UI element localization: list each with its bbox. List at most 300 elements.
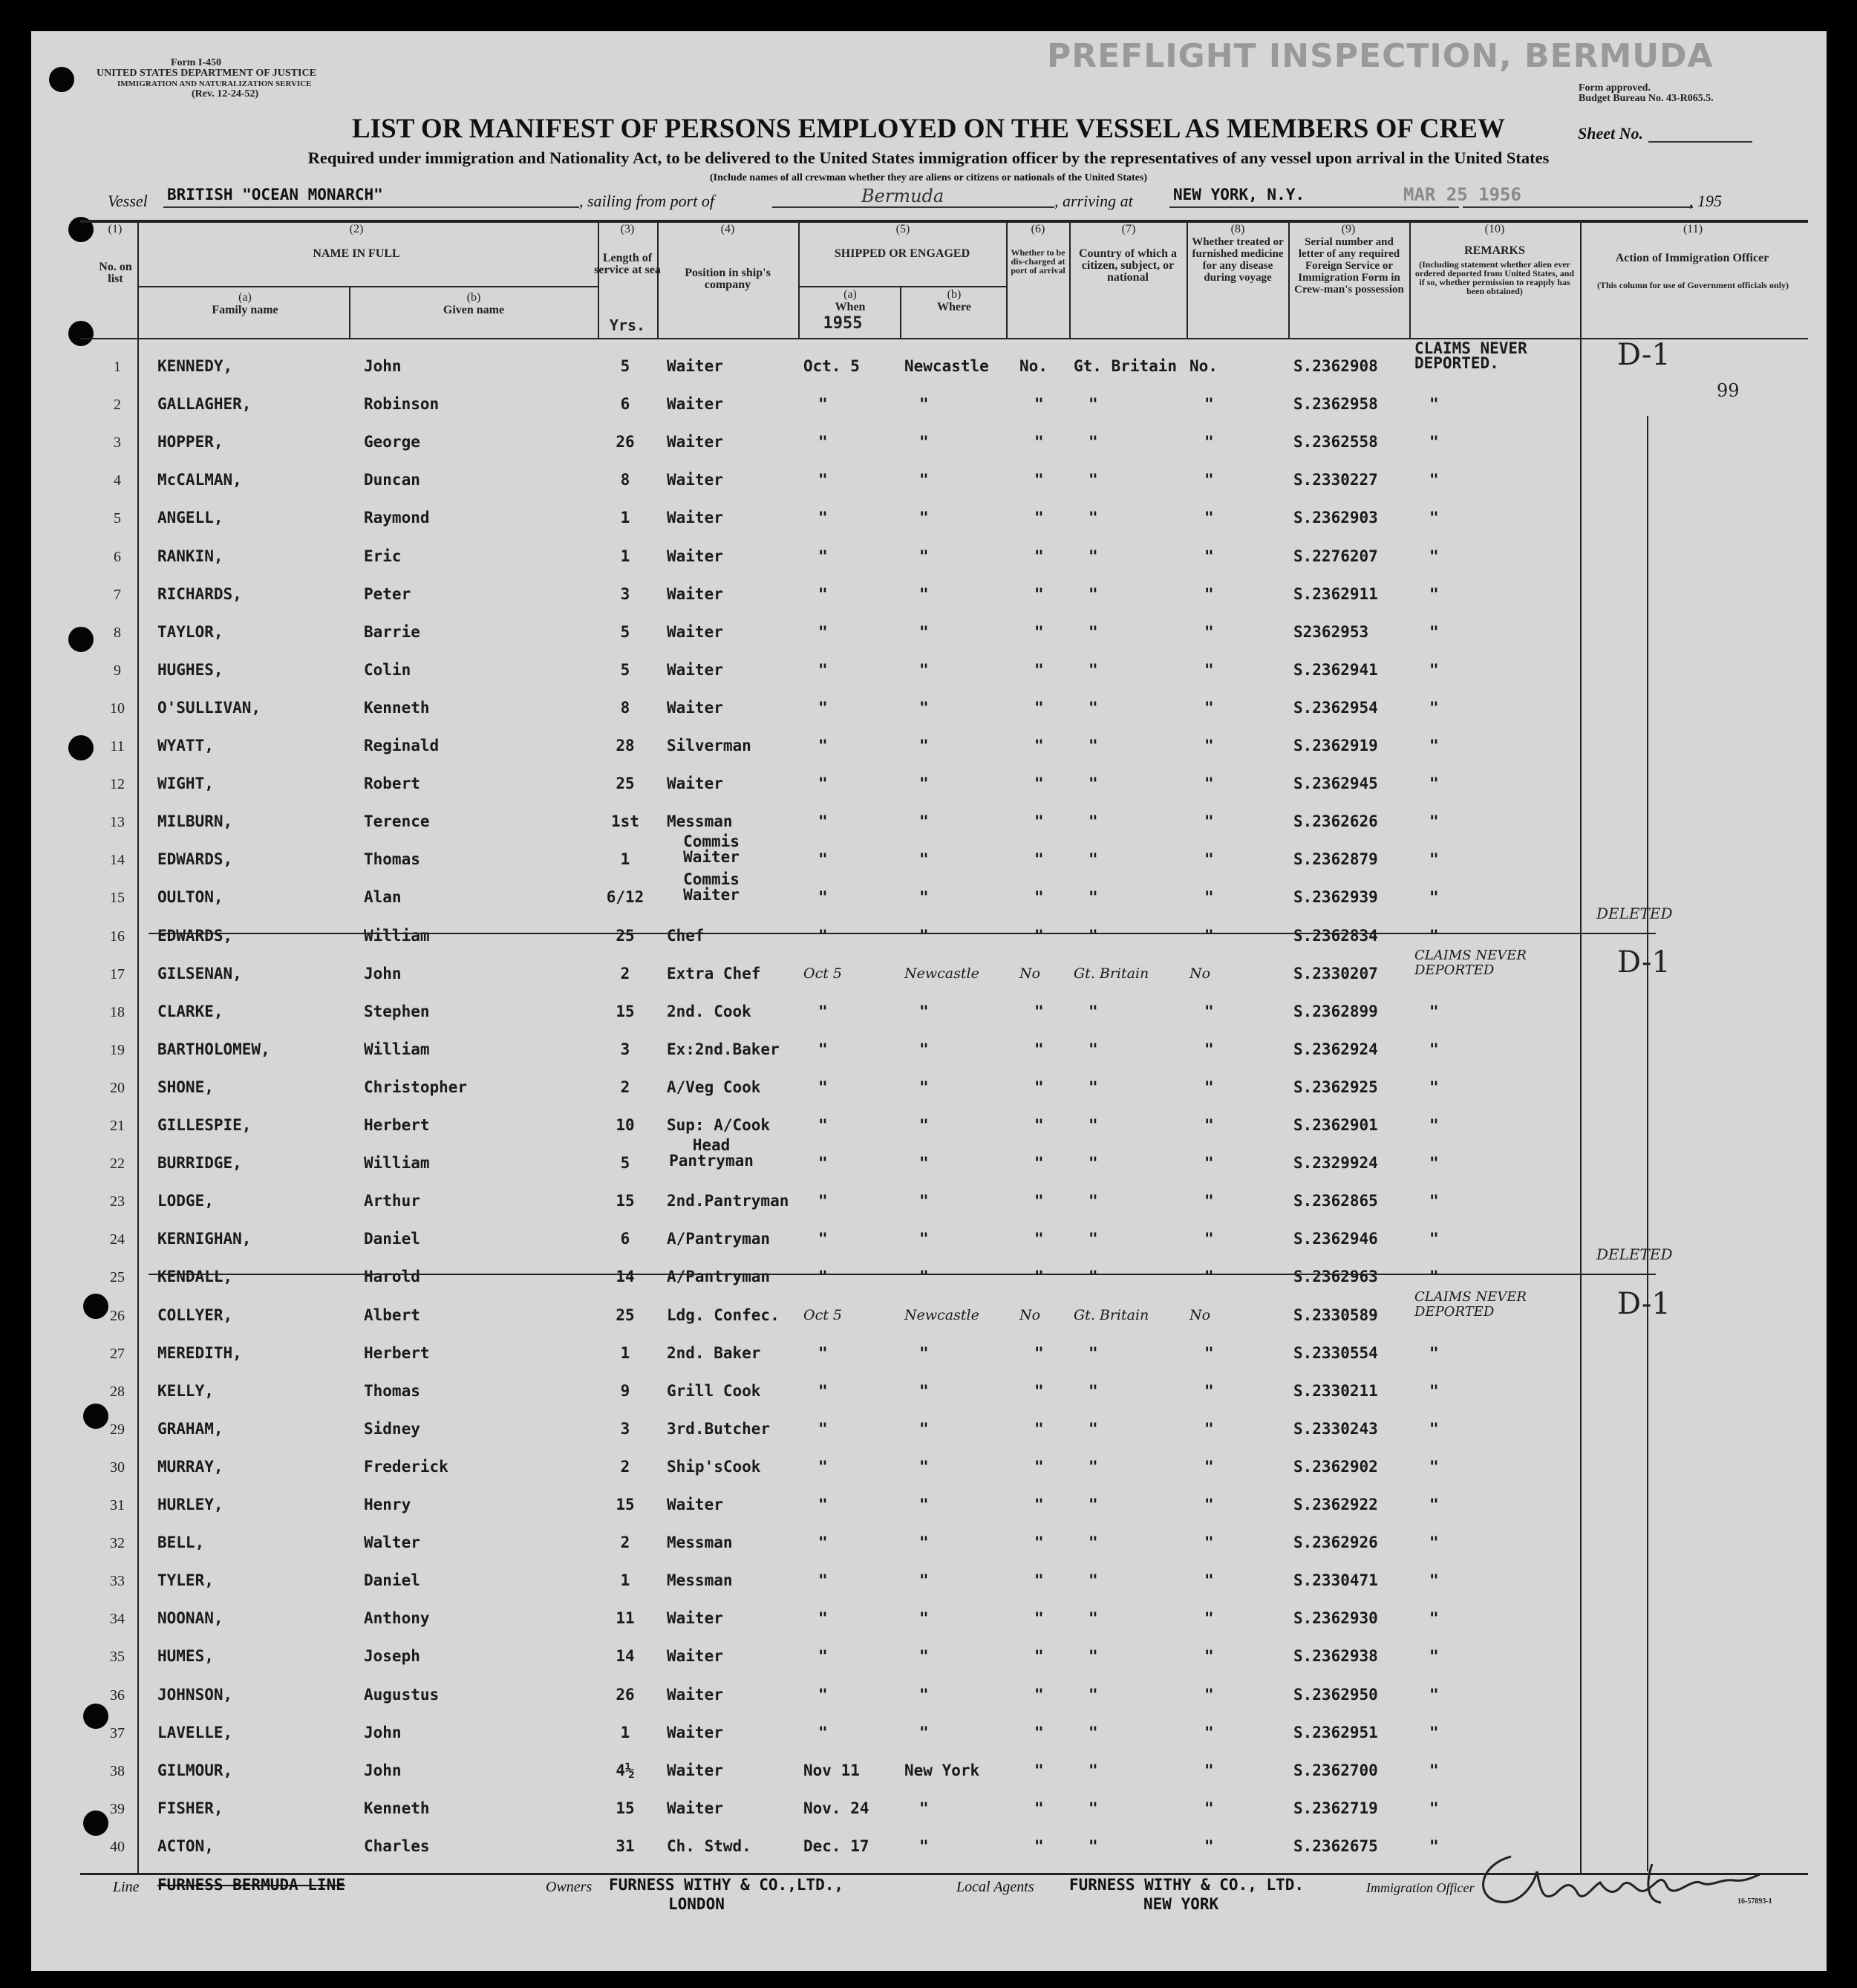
position-cell: Waiter [667,1609,723,1628]
where-cell: " [919,395,929,414]
given-name-cell: Stephen [364,1002,430,1020]
medicine-cell: " [1204,850,1214,869]
where-cell: " [919,1419,929,1438]
col-rule [900,286,901,338]
given-name-cell: Alan [364,888,402,907]
years-cell: 1 [620,1343,630,1362]
medicine-cell: " [1204,584,1214,603]
discharged-cell: " [1034,888,1044,907]
serial-cell: S.2362922 [1293,1496,1378,1513]
discharged-cell: " [1034,547,1044,565]
when-cell: " [818,1457,828,1476]
strikethrough-line [149,1274,1656,1275]
family-name-cell: WIGHT, [157,775,214,793]
manifest-sheet [31,31,1827,1971]
discharged-cell: " [1034,1534,1044,1552]
country-cell: " [1089,471,1098,489]
position-cell: Messman [667,1534,733,1552]
serial-cell: S.2362950 [1293,1685,1378,1704]
where-cell: " [919,547,929,565]
row-number: 20 [110,1079,125,1096]
family-name-cell: MILBURN, [157,812,233,831]
discharged-cell: " [1034,1496,1044,1513]
col7-label: Country of which a citizen, subject, or national [1078,247,1177,284]
arriving-line [1169,206,1459,208]
given-name-cell: Thomas [364,850,420,869]
discharged-cell: " [1034,509,1044,527]
country-cell: " [1089,775,1098,793]
medicine-cell: No [1189,965,1211,982]
row-number: 8 [114,624,121,641]
action-cell: DELETED [1596,904,1673,922]
given-name-cell: George [364,433,420,452]
position-cell: Waiter [667,509,723,527]
given-name-cell: William [364,1040,430,1058]
family-name-cell: CLARKE, [157,1002,223,1020]
serial-cell: S.2362675 [1293,1837,1378,1855]
family-name-cell: BURRIDGE, [157,1154,242,1173]
discharged-cell: " [1034,1609,1044,1628]
where-cell: " [919,1799,929,1817]
discharged-cell: " [1034,1761,1044,1779]
years-cell: 1st [611,812,639,831]
owners-label: Owners [546,1879,593,1895]
position-cell: 3rd.Butcher [667,1419,771,1438]
years-cell: 2 [620,1078,630,1096]
where-cell: " [919,1192,929,1210]
given-name-cell: Harold [364,1268,420,1286]
col-rule [1069,221,1071,338]
given-name-cell: Robinson [364,395,440,414]
position-cell: Waiter [667,395,723,414]
sailing-label: , sailing from port of [579,192,714,210]
remarks-cell: " [1429,1761,1439,1779]
serial-cell: S.2362958 [1293,395,1378,414]
remarks-cell: " [1429,1723,1439,1741]
row-number: 38 [110,1762,125,1779]
where-cell: New York [904,1761,980,1779]
country-cell: " [1089,1268,1098,1286]
discharged-cell: " [1034,737,1044,755]
country-cell: " [1089,1457,1098,1476]
medicine-cell: " [1204,1837,1214,1855]
position-cell: Messman [667,1571,733,1590]
col3-unit: Yrs. [609,316,646,334]
years-cell: 10 [616,1116,635,1134]
years-cell: 5 [620,1154,630,1173]
medicine-cell: " [1204,1457,1214,1476]
remarks-cell: " [1429,1534,1439,1552]
row-number: 27 [110,1345,125,1362]
remarks-cell: " [1429,622,1439,641]
sheet-number-line [1648,141,1752,143]
given-name-cell: Sidney [364,1419,420,1438]
years-cell: 31 [616,1837,635,1855]
country-cell: " [1089,1002,1098,1020]
medicine-cell: " [1204,698,1214,717]
position-cell: Sup: A/Cook [667,1116,771,1134]
serial-cell: S.2330554 [1293,1343,1378,1362]
arriving-label: , arriving at [1054,192,1133,210]
discharged-cell: " [1034,1571,1044,1590]
medicine-cell: " [1204,926,1214,945]
medicine-cell: No [1189,1306,1211,1323]
country-cell: " [1089,1761,1098,1779]
owners-city: LONDON [668,1895,725,1913]
serial-cell: S.2362908 [1293,357,1378,375]
when-cell: " [818,433,828,452]
serial-cell: S.2362941 [1293,660,1378,679]
country-cell: " [1089,1116,1098,1134]
medicine-cell: " [1204,1534,1214,1552]
given-name-cell: Charles [364,1837,430,1855]
discharged-cell: " [1034,926,1044,945]
medicine-cell: " [1204,1040,1214,1058]
owners-value: FURNESS WITHY & CO.,LTD., [609,1876,844,1894]
medicine-cell: " [1204,395,1214,414]
when-cell: " [818,1419,828,1438]
port-line [772,206,1054,208]
years-cell: 6 [620,1230,630,1248]
position-cell: Commis Waiter [683,832,740,867]
where-cell: Newcastle [904,1306,979,1323]
position-cell: Waiter [667,622,723,641]
discharged-cell: No. [1019,357,1048,375]
position-cell: Silverman [667,737,751,755]
given-name-cell: Robert [364,775,420,793]
where-cell: Newcastle [904,357,989,375]
col11-note: (This column for use of Government officials only) [1596,280,1789,290]
serial-cell: S.2362899 [1293,1002,1378,1020]
when-cell: " [818,1002,828,1020]
col-rule [1288,221,1290,338]
country-cell: " [1089,1723,1098,1741]
officer-signature [1466,1842,1763,1912]
row-number: 30 [110,1459,125,1476]
medicine-cell: " [1204,1609,1214,1628]
years-cell: 28 [616,737,635,755]
row-number: 16 [110,928,125,945]
family-name-cell: KELLY, [157,1381,214,1400]
country-cell: " [1089,1230,1098,1248]
years-cell: 15 [616,1496,635,1513]
given-name-cell: Frederick [364,1457,448,1476]
years-cell: 25 [616,775,635,793]
serial-cell: S.2362930 [1293,1609,1378,1628]
row-number: 17 [110,965,125,982]
row-number: 5 [114,510,121,527]
remarks-cell: " [1429,1343,1439,1362]
serial-cell: S2362953 [1293,622,1369,641]
years-cell: 6 [620,395,630,414]
where-cell: " [919,1040,929,1058]
col5b-label: Where [937,301,971,313]
where-cell: " [919,1457,929,1476]
shipped-subheader-rule [798,286,1006,287]
row-number: 33 [110,1573,125,1590]
remarks-cell: " [1429,1799,1439,1817]
years-cell: 8 [620,698,630,717]
country-cell: Gt. Britain [1074,357,1178,375]
position-cell: 2nd.Pantryman [667,1192,789,1210]
col10-label: REMARKS [1464,244,1525,257]
col10-note: (Including statement whether alien ever ordered deported from United States, and if so, whether permission to reapply has been obtained) [1414,259,1575,296]
position-cell: Waiter [667,357,723,375]
when-cell: " [818,395,828,414]
when-cell: " [818,1647,828,1666]
country-cell: Gt. Britain [1074,1306,1149,1323]
years-cell: 14 [616,1647,635,1666]
discharged-cell: " [1034,1723,1044,1741]
remarks-cell: " [1429,812,1439,831]
family-name-cell: HUMES, [157,1647,214,1666]
where-cell: " [919,926,929,945]
position-cell: Waiter [667,433,723,452]
given-name-cell: Peter [364,584,411,603]
position-cell: Messman [667,812,733,831]
remarks-cell: " [1429,1192,1439,1210]
remarks-cell: CLAIMS NEVER DEPORTED. [1414,339,1527,372]
family-name-cell: GILMOUR, [157,1761,233,1779]
family-name-cell: BELL, [157,1534,205,1552]
position-cell: Ch. Stwd. [667,1837,751,1855]
where-cell: " [919,812,929,831]
years-cell: 1 [620,547,630,565]
discharged-cell: " [1034,1837,1044,1855]
family-name-cell: HURLEY, [157,1496,223,1513]
discharged-cell: " [1034,622,1044,641]
col5-num: (5) [895,223,910,235]
discharged-cell: " [1034,1078,1044,1096]
family-name-cell: MEREDITH, [157,1343,242,1362]
line-value: FURNESS BERMUDA LINE [157,1876,345,1894]
medicine-cell: " [1204,1723,1214,1741]
col2a-num: (a) [238,291,252,304]
position-cell: Waiter [667,1723,723,1741]
serial-cell: S.2330471 [1293,1571,1378,1590]
where-cell: " [919,1230,929,1248]
remarks-cell: " [1429,395,1439,414]
row-number: 35 [110,1649,125,1666]
when-cell: " [818,471,828,489]
col5a-num: (a) [843,288,857,301]
years-cell: 4½ [616,1761,635,1779]
years-cell: 8 [620,471,630,489]
serial-cell: S.2362903 [1293,509,1378,527]
years-cell: 2 [620,1457,630,1476]
col11-label: Action of Immigration Officer [1615,252,1769,264]
punch-hole [68,321,94,346]
row-number: 26 [110,1307,125,1324]
when-cell: " [818,584,828,603]
country-cell: " [1089,1799,1098,1817]
discharged-cell: " [1034,1381,1044,1400]
row-number: 31 [110,1497,125,1513]
years-cell: 26 [616,1685,635,1704]
remarks-cell: " [1429,1496,1439,1513]
serial-cell: S.2362558 [1293,433,1378,452]
officer-label: Immigration Officer [1366,1880,1475,1895]
where-cell: " [919,1116,929,1134]
row-number: 13 [110,814,125,831]
row-number: 36 [110,1686,125,1704]
country-cell: " [1089,1609,1098,1628]
row-number: 22 [110,1156,125,1173]
serial-cell: S.2330207 [1293,964,1378,982]
where-cell: " [919,1154,929,1173]
position-cell: Waiter [667,698,723,717]
remarks-cell: CLAIMS NEVER DEPORTED [1414,1288,1527,1320]
when-cell: " [818,622,828,641]
country-cell: " [1089,1154,1098,1173]
sailing-port: Bermuda [861,186,944,206]
family-name-cell: EDWARDS, [157,850,233,869]
position-cell: Waiter [667,584,723,603]
vessel-label: Vessel [108,192,148,210]
row-number: 2 [114,397,121,414]
family-name-cell: GALLAGHER, [157,395,252,414]
budget-bureau: Budget Bureau No. 43-R065.5. [1579,93,1714,104]
document-subtitle: Required under immigration and Nationality Act, to be delivered to the United States immigration officer by the representatives of any vessel upon arrival in the United States [307,149,1550,167]
country-cell: " [1089,888,1098,907]
when-cell: " [818,1609,828,1628]
when-cell: " [818,1343,828,1362]
col-rule [1409,221,1411,338]
col6-num: (6) [1031,223,1045,235]
position-cell: Head Pantryman [669,1136,754,1170]
row-number: 39 [110,1800,125,1817]
when-cell: " [818,509,828,527]
where-cell: " [919,850,929,869]
medicine-cell: " [1204,433,1214,452]
col5b-num: (b) [947,288,962,301]
country-cell: " [1089,812,1098,831]
when-cell: Nov 11 [803,1761,860,1779]
when-cell: Oct. 5 [803,357,860,375]
vessel-line [163,206,579,208]
medicine-cell: " [1204,660,1214,679]
discharged-cell: " [1034,775,1044,793]
serial-cell: S.2362902 [1293,1457,1378,1476]
col1-num: (1) [108,223,123,235]
country-cell: " [1089,1419,1098,1438]
col9-num: (9) [1341,223,1356,235]
where-cell: " [919,584,929,603]
family-name-cell: ACTON, [157,1837,214,1855]
col1-label: No. on list [99,261,132,285]
col7-num: (7) [1121,223,1136,235]
year-label: , 195 [1689,192,1722,210]
serial-cell: S.2362945 [1293,775,1378,793]
serial-cell: S.2362926 [1293,1534,1378,1552]
discharged-cell: " [1034,1647,1044,1666]
row-number: 21 [110,1118,125,1134]
years-cell: 14 [616,1268,635,1286]
family-name-cell: O'SULLIVAN, [157,698,261,717]
given-name-cell: Terence [364,812,430,831]
given-name-cell: Herbert [364,1116,430,1134]
when-cell: " [818,1723,828,1741]
discharged-cell: " [1034,1116,1044,1134]
years-cell: 11 [616,1609,635,1628]
position-cell: Waiter [667,775,723,793]
years-cell: 3 [620,1419,630,1438]
position-cell: 2nd. Baker [667,1343,761,1362]
where-cell: " [919,1496,929,1513]
col5-label: SHIPPED OR ENGAGED [834,247,970,260]
where-cell: " [919,471,929,489]
given-name-cell: Augustus [364,1685,440,1704]
when-cell: Dec. 17 [803,1837,869,1855]
family-name-cell: RANKIN, [157,547,223,565]
medicine-cell: " [1204,1496,1214,1513]
serial-cell: S.2362938 [1293,1647,1378,1666]
when-cell: " [818,1381,828,1400]
country-cell: " [1089,622,1098,641]
row-number: 9 [114,662,121,679]
country-cell: " [1089,1496,1098,1513]
given-name-cell: Duncan [364,471,420,489]
col4-num: (4) [720,223,735,235]
remarks-cell: " [1429,737,1439,755]
row-number: 7 [114,586,121,603]
remarks-cell: " [1429,584,1439,603]
discharged-cell: " [1034,698,1044,717]
discharged-cell: " [1034,850,1044,869]
discharged-cell: " [1034,471,1044,489]
remarks-cell: " [1429,926,1439,945]
discharged-cell: " [1034,433,1044,452]
row-number: 18 [110,1003,125,1020]
punch-hole [68,735,94,760]
row-number: 23 [110,1193,125,1210]
when-cell: " [818,1496,828,1513]
row-number: 32 [110,1535,125,1552]
col3-label: Length of service at sea [594,252,661,276]
serial-cell: S.2362963 [1293,1268,1378,1286]
arriving-port: NEW YORK, N.Y. [1173,186,1305,203]
when-cell: " [818,1154,828,1173]
position-cell: Commis Waiter [683,870,740,905]
remarks-cell: " [1429,547,1439,565]
country-cell: " [1089,737,1098,755]
given-name-cell: William [364,926,430,945]
medicine-cell: " [1204,1230,1214,1248]
form-service: IMMIGRATION AND NATURALIZATION SERVICE [117,79,312,88]
row-number: 12 [110,776,125,793]
form-department: UNITED STATES DEPARTMENT OF JUSTICE [97,68,316,79]
years-cell: 9 [620,1381,630,1400]
medicine-cell: " [1204,1154,1214,1173]
remarks-cell: " [1429,1685,1439,1704]
col5a-label: When [835,301,866,313]
country-cell: Gt. Britain [1074,965,1149,982]
where-cell: " [919,1837,929,1855]
serial-cell: S.2362954 [1293,698,1378,717]
form-revision: (Rev. 12-24-52) [192,88,259,100]
family-name-cell: HOPPER, [157,433,223,452]
discharged-cell: " [1034,1419,1044,1438]
where-cell: " [919,660,929,679]
family-name-cell: SHONE, [157,1078,214,1096]
serial-cell: S.2362925 [1293,1078,1378,1096]
where-cell: " [919,737,929,755]
family-name-cell: EDWARDS, [157,926,233,945]
col-rule [1187,221,1188,338]
col8-label: Whether treated or furnished medicine for any disease during voyage [1192,236,1284,284]
discharged-cell: " [1034,1040,1044,1058]
col4-label: Position in ship's company [685,267,771,291]
